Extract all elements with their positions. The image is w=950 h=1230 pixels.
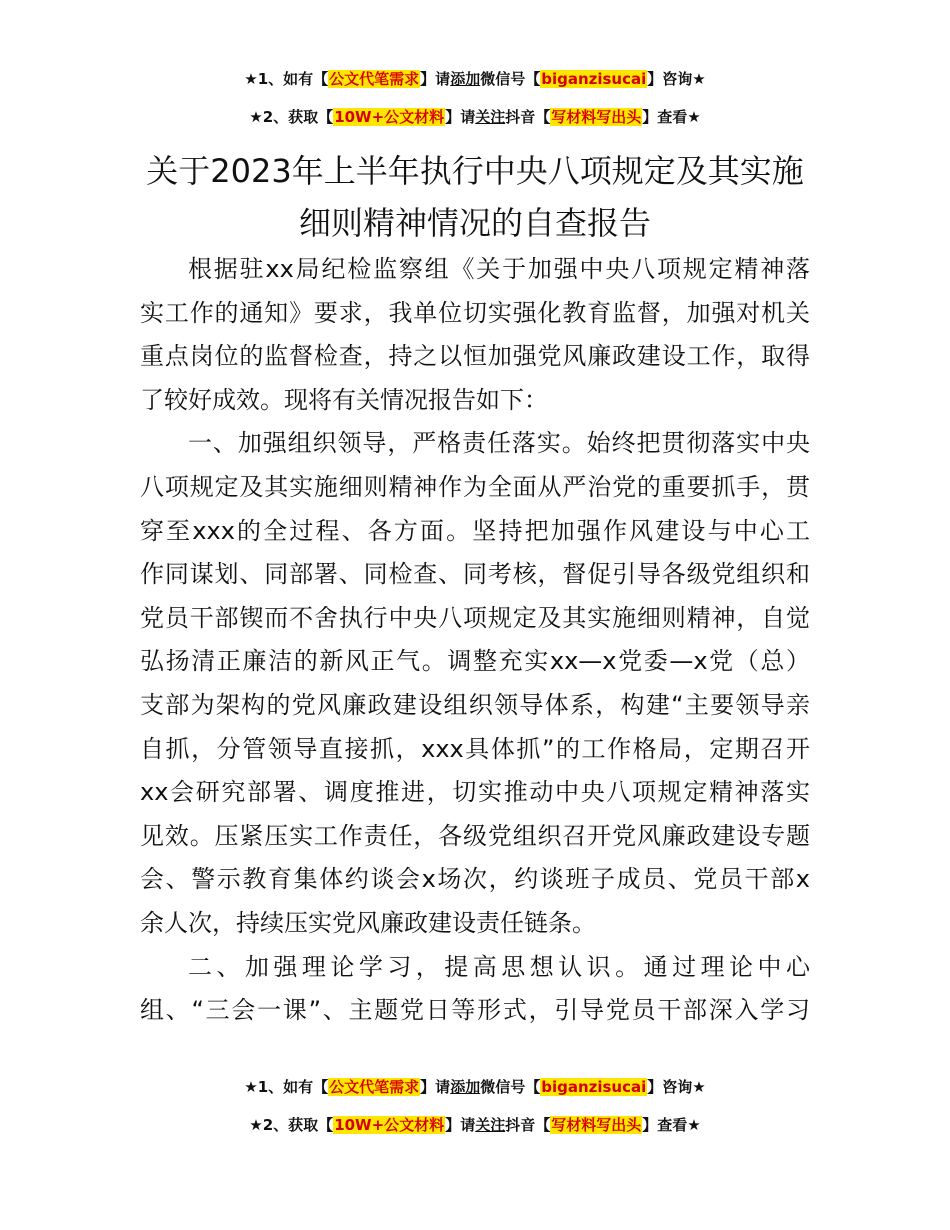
- paragraph-line: 组、“三会一课”、主题党日等形式，引导党员干部深入学习: [140, 996, 810, 1025]
- banner-text: ★2、获取【: [249, 108, 334, 126]
- paragraph-intro: [140, 248, 810, 422]
- header-banner-line-1: [0, 68, 950, 90]
- banner-highlight-service: 公文代笔需求: [329, 1078, 420, 1096]
- banner-underline-text: 添加: [450, 1078, 481, 1096]
- title-line: 关于2023年上半年执行中央八项规定及其实施: [146, 152, 804, 190]
- banner-text: ★2、获取【: [249, 1116, 334, 1134]
- banner-text: 抖音【: [505, 108, 551, 126]
- banner-underline-text: 关注: [475, 1116, 506, 1134]
- footer-banner-line-1: [0, 1076, 950, 1098]
- banner-highlight-materials: 10W+公文材料: [334, 1116, 445, 1134]
- paragraph-line: 自抓，分管领导直接抓，xxx具体抓”的工作格局，定期召开: [140, 734, 810, 763]
- banner-text: 】请: [420, 1078, 451, 1096]
- paragraph-line: 二、加强理论学习，提高思想认识。通过理论中心: [188, 952, 810, 981]
- paragraph-line: 余人次，持续压实党风廉政建设责任链条。: [140, 908, 596, 937]
- banner-underline-text: 关注: [475, 108, 506, 126]
- paragraph-line: 一、加强组织领导，严格责任落实。始终把贯彻落实中央: [188, 429, 810, 458]
- banner-text: 微信号【: [480, 1078, 541, 1096]
- paragraph-line: 重点岗位的监督检查，持之以恒加强党风廉政建设工作，取得: [140, 342, 810, 371]
- banner-text: 】请: [445, 1116, 476, 1134]
- header-banner-line-2: [0, 106, 950, 128]
- paragraph-line: 见效。压紧压实工作责任，各级党组织召开党风廉政建设专题: [140, 821, 810, 850]
- paragraph-line: 穿至xxx的全过程、各方面。坚持把加强作风建设与中心工: [140, 516, 810, 545]
- banner-text: 抖音【: [505, 1116, 551, 1134]
- footer-banner-line-2: [0, 1114, 950, 1136]
- document-title: [140, 145, 810, 249]
- banner-text: ★1、如有【: [244, 70, 329, 88]
- paragraph-line: xx会研究部署、调度推进，切实推动中央八项规定精神落实: [140, 778, 810, 807]
- banner-highlight-douyin-id: 写材料写出头: [551, 1116, 642, 1134]
- banner-highlight-wechat-id: biganzisucai: [541, 1078, 647, 1096]
- banner-underline-text: 添加: [450, 70, 481, 88]
- document-body: [140, 248, 810, 1033]
- paragraph-line: 作同谋划、同部署、同检查、同考核，督促引导各级党组织和: [140, 560, 810, 589]
- banner-text: 】查看★: [642, 1116, 701, 1134]
- paragraph-line: 弘扬清正廉洁的新风正气。调整充实xx—x党委—x党（总）: [140, 647, 810, 676]
- banner-text: 】咨询★: [647, 70, 706, 88]
- paragraph-section-1: [140, 422, 810, 945]
- paragraph-line: 会、警示教育集体约谈会x场次，约谈班子成员、党员干部x: [140, 865, 810, 894]
- paragraph-line: 根据驻xx局纪检监察组《关于加强中央八项规定精神落: [188, 255, 810, 283]
- banner-highlight-douyin-id: 写材料写出头: [551, 108, 642, 126]
- paragraph-line: 党员干部锲而不舍执行中央八项规定及其实施细则精神，自觉: [140, 603, 810, 632]
- banner-text: 】咨询★: [647, 1078, 706, 1096]
- banner-text: 微信号【: [480, 70, 541, 88]
- banner-highlight-materials: 10W+公文材料: [334, 108, 445, 126]
- paragraph-line: 支部为架构的党风廉政建设组织领导体系，构建“主要领导亲: [140, 690, 810, 719]
- banner-text: 】请: [445, 108, 476, 126]
- paragraph-line: 八项规定及其实施细则精神作为全面从严治党的重要抓手，贯: [140, 472, 810, 501]
- paragraph-line: 了较好成效。现将有关情况报告如下：: [140, 385, 548, 414]
- title-line: 细则精神情况的自查报告: [298, 204, 651, 242]
- paragraph-section-2: [140, 946, 810, 1033]
- banner-text: ★1、如有【: [244, 1078, 329, 1096]
- banner-highlight-service: 公文代笔需求: [329, 70, 420, 88]
- banner-text: 】请: [420, 70, 451, 88]
- banner-text: 】查看★: [642, 108, 701, 126]
- paragraph-line: 实工作的通知》要求，我单位切实强化教育监督，加强对机关: [140, 298, 810, 327]
- banner-highlight-wechat-id: biganzisucai: [541, 70, 647, 88]
